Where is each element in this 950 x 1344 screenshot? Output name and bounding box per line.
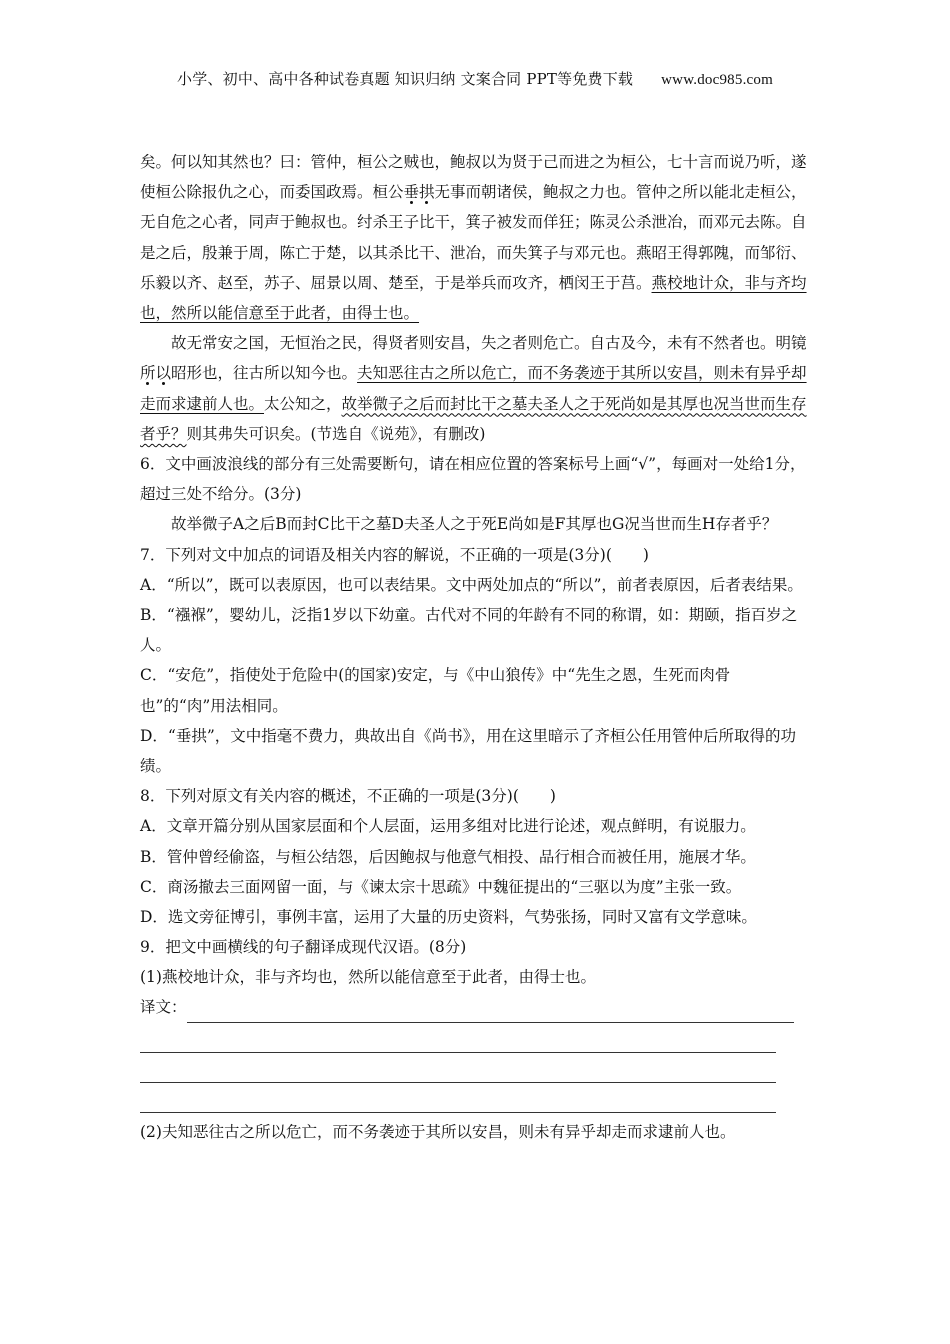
passage-text: 故无常安之国，无恒治之民，得贤者则安昌，失之者则危亡。自古及今，未有不然者也。明镜 xyxy=(171,334,807,353)
passage-source: 则其弗失可识矣。(节选自《说苑》，有删改) xyxy=(186,424,486,443)
page-header xyxy=(0,68,950,89)
passage-text: 无事而朝诸侯，鲍叔之力也。管仲之所以能北走桓公，无自危之心者，同声于鲍叔也。纣杀王子比干，箕子被发而佯狂；陈灵公杀泄冶，而邓元去陈。自是之后，殷兼于周，陈亡于楚，以其杀比干、泄冶，而失箕子与邓元也。燕昭王得郭隗，而邹衍、乐毅以齐、赵至，苏子、屈景以周、楚至，于是举兵而攻齐，栖闵王于莒。 xyxy=(140,183,807,292)
q9-stem: 9．把文中画横线的句子翻译成现代汉语。(8分) xyxy=(140,938,467,957)
header-site: www.doc985.com xyxy=(661,72,773,88)
dotted-char: 以 xyxy=(155,364,172,383)
q6-stem: 6．文中画波浪线的部分有三处需要断句，请在相应位置的答案标号上画“√”，每画对一处给1分，超过三处不给分。(3分) xyxy=(140,455,806,504)
q6-text: 故举微子A之后B而封C比干之墓D夫圣人之于死E尚如是F其厚也G况当世而生H存者乎？ xyxy=(171,515,778,534)
answer-line[interactable] xyxy=(140,1053,776,1083)
q9-item-2: (2)夫知恶往古之所以危亡，而不务袭迹于其所以安昌，则未有异乎却走而求逮前人也。 xyxy=(140,1122,736,1141)
passage-paragraph-1 xyxy=(140,147,812,328)
dotted-char: 垂 xyxy=(403,183,420,202)
q7-option-a[interactable]: A．“所以”，既可以表原因，也可以表结果。文中两处加点的“所以”，前者表原因，后者表结果。 xyxy=(140,575,803,594)
q8-option-b[interactable]: B．管仲曾经偷盗，与桓公结怨，后因鲍叔与他意气相投、品行相合而被任用，施展才华。 xyxy=(140,847,756,866)
q9-item-1: (1)燕校地计众，非与齐均也，然所以能信意至于此者，由得士也。 xyxy=(140,968,596,987)
passage-text: 昭形也，往古所以知今也。 xyxy=(171,364,358,383)
q7-stem: 7．下列对文中加点的词语及相关内容的解说，不正确的一项是(3分)( ) xyxy=(140,545,649,564)
dotted-char: 拱 xyxy=(419,183,435,202)
passage-paragraph-2 xyxy=(140,328,812,449)
underlined-sentence-2: 夫知恶往古之所以危亡，而不务袭迹于其所以安昌，则未有异乎却走而求逮前人也。 xyxy=(140,364,807,413)
q8-option-c[interactable]: C．商汤撤去三面网留一面，与《谏太宗十思疏》中魏征提出的“三驱以为度”主张一致。 xyxy=(140,877,742,896)
header-text: 小学、初中、高中各种试卷真题 知识归纳 文案合同 PPT等免费下载 xyxy=(177,70,634,88)
q7-option-c[interactable]: C．“安危”，指使处于危险中(的国家)安定，与《中山狼传》中“先生之恩，生死而肉骨也”的“肉”用法相同。 xyxy=(140,666,731,715)
answer-line[interactable] xyxy=(140,1023,776,1053)
q7-option-d[interactable]: D．“垂拱”，文中指毫不费力，典故出自《尚书》，用在这里暗示了齐桓公任用管仲后所取得的功绩。 xyxy=(140,726,797,776)
answer-line[interactable] xyxy=(187,1002,794,1023)
document-body xyxy=(140,147,812,1147)
passage-text: 矣。何以知其然也？曰：管仲，桓公之贼也，鲍叔以为贤于己而进之为桓公，七十言而说乃听，遂使桓公除报仇之心，而委国政焉。桓公 xyxy=(140,153,807,202)
q8-option-d[interactable]: D．选文旁征博引，事例丰富，运用了大量的历史资料，气势张扬，同时又富有文学意味。 xyxy=(140,908,757,927)
answer-line[interactable] xyxy=(140,1083,776,1113)
passage-text: 太公知之， xyxy=(264,394,342,413)
underlined-sentence-1: 燕校地计众，非与齐均也，然所以能信意至于此者，由得士也。 xyxy=(140,273,807,323)
answer-label: 译文： xyxy=(140,998,187,1017)
wavy-sentence: 故举微子之后而封比干之墓夫圣人之于死尚如是其厚也况当世而生存者乎？ xyxy=(140,394,807,443)
q8-stem: 8．下列对原文有关内容的概述，不正确的一项是(3分)( ) xyxy=(140,787,556,806)
q7-option-b[interactable]: B．“襁褓”，婴幼儿，泛指1岁以下幼童。古代对不同的年龄有不同的称谓，如：期颐，指百岁之人。 xyxy=(140,606,798,655)
q8-option-a[interactable]: A．文章开篇分别从国家层面和个人层面，运用多组对比进行论述，观点鲜明，有说服力。 xyxy=(140,817,756,836)
answer-field[interactable] xyxy=(140,993,812,1023)
dotted-char: 所 xyxy=(140,364,156,383)
